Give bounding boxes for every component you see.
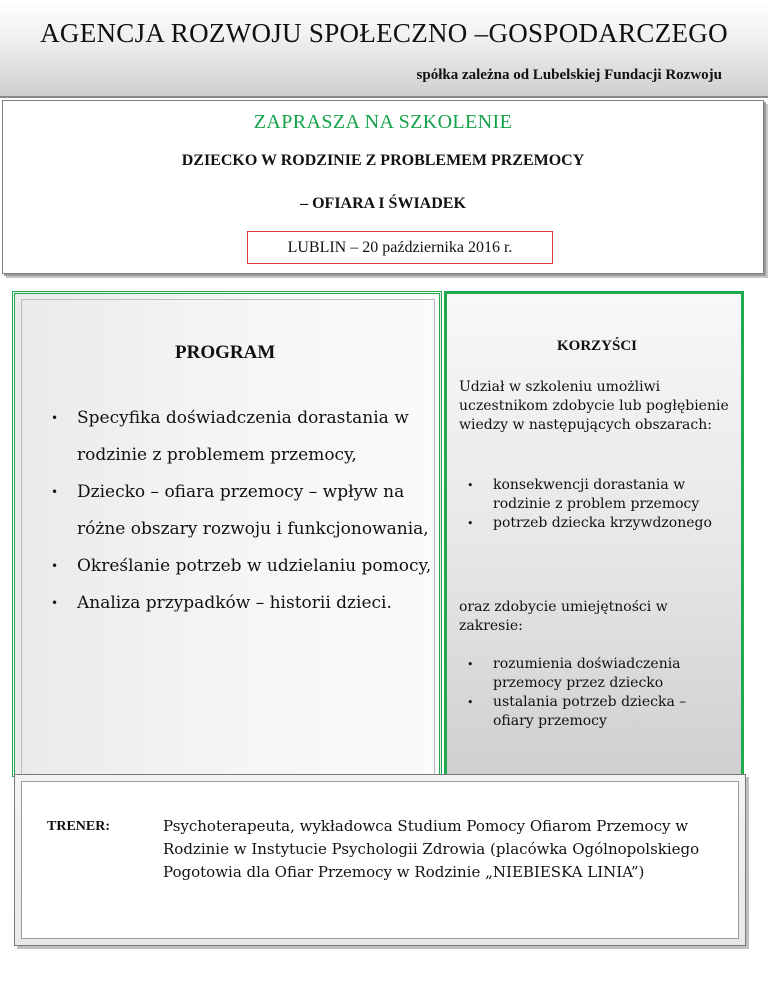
invitation-title: ZAPRASZA NA SZKOLENIE <box>253 111 513 133</box>
knowledge-item: • konsekwencji dorastania w rodzinie z problem przemocy <box>461 476 731 514</box>
program-item: • Specyfika doświadczenia dorastania w rodzinie z problemem przemocy, <box>51 400 443 474</box>
trainer-label: TRENER: <box>47 819 111 834</box>
knowledge-item: • potrzeb dziecka krzywdzonego <box>461 514 731 533</box>
program-list <box>51 400 443 622</box>
header-band <box>0 0 768 98</box>
benefits-panel <box>444 291 744 777</box>
trainer-box <box>14 774 746 946</box>
organization-title: AGENCJA ROZWOJU SPOŁECZNO –GOSPODARCZEGO <box>40 18 728 48</box>
program-item: • Dziecko – ofiara przemocy – wpływ na różne obszary rozwoju i funkcjonowania, <box>51 474 443 548</box>
skills-intro: oraz zdobycie umiejętności w zakresie: <box>459 599 668 634</box>
trainer-description: Psychoterapeuta, wykładowca Studium Pomocy Ofiarom Przemocy w Rodzinie w Instytucie Psychologii Zdrowia (placówka Ogólnopolskiego Pogotowia dla Ofiar Przemocy w Rodzinie „NIEBIESKA LINIA”) <box>163 817 700 881</box>
knowledge-list <box>461 476 731 533</box>
program-item: • Określanie potrzeb w udzielaniu pomocy, <box>51 548 443 585</box>
program-panel <box>12 291 442 777</box>
event-date: LUBLIN – 20 października 2016 r. <box>247 231 553 264</box>
program-item: • Analiza przypadków – historii dzieci. <box>51 585 443 622</box>
program-heading: PROGRAM <box>175 342 276 363</box>
invitation-box <box>2 100 764 274</box>
skills-list <box>461 655 731 731</box>
course-title-line-2: – OFIARA I ŚWIADEK <box>300 195 466 212</box>
benefits-heading: KORZYŚCI <box>556 338 638 354</box>
benefits-intro: Udział w szkoleniu umożliwi uczestnikom zdobycie lub pogłębienie wiedzy w następujących obszarach: <box>459 379 729 433</box>
course-title-line-1: DZIECKO W RODZINIE Z PROBLEMEM PRZEMOCY <box>181 152 585 169</box>
skills-item: • ustalania potrzeb dziecka – ofiary przemocy <box>461 693 731 731</box>
skills-item: • rozumienia doświadczenia przemocy przez dziecko <box>461 655 731 693</box>
organization-subtitle: spółka zależna od Lubelskiej Fundacji Rozwoju <box>416 67 722 83</box>
